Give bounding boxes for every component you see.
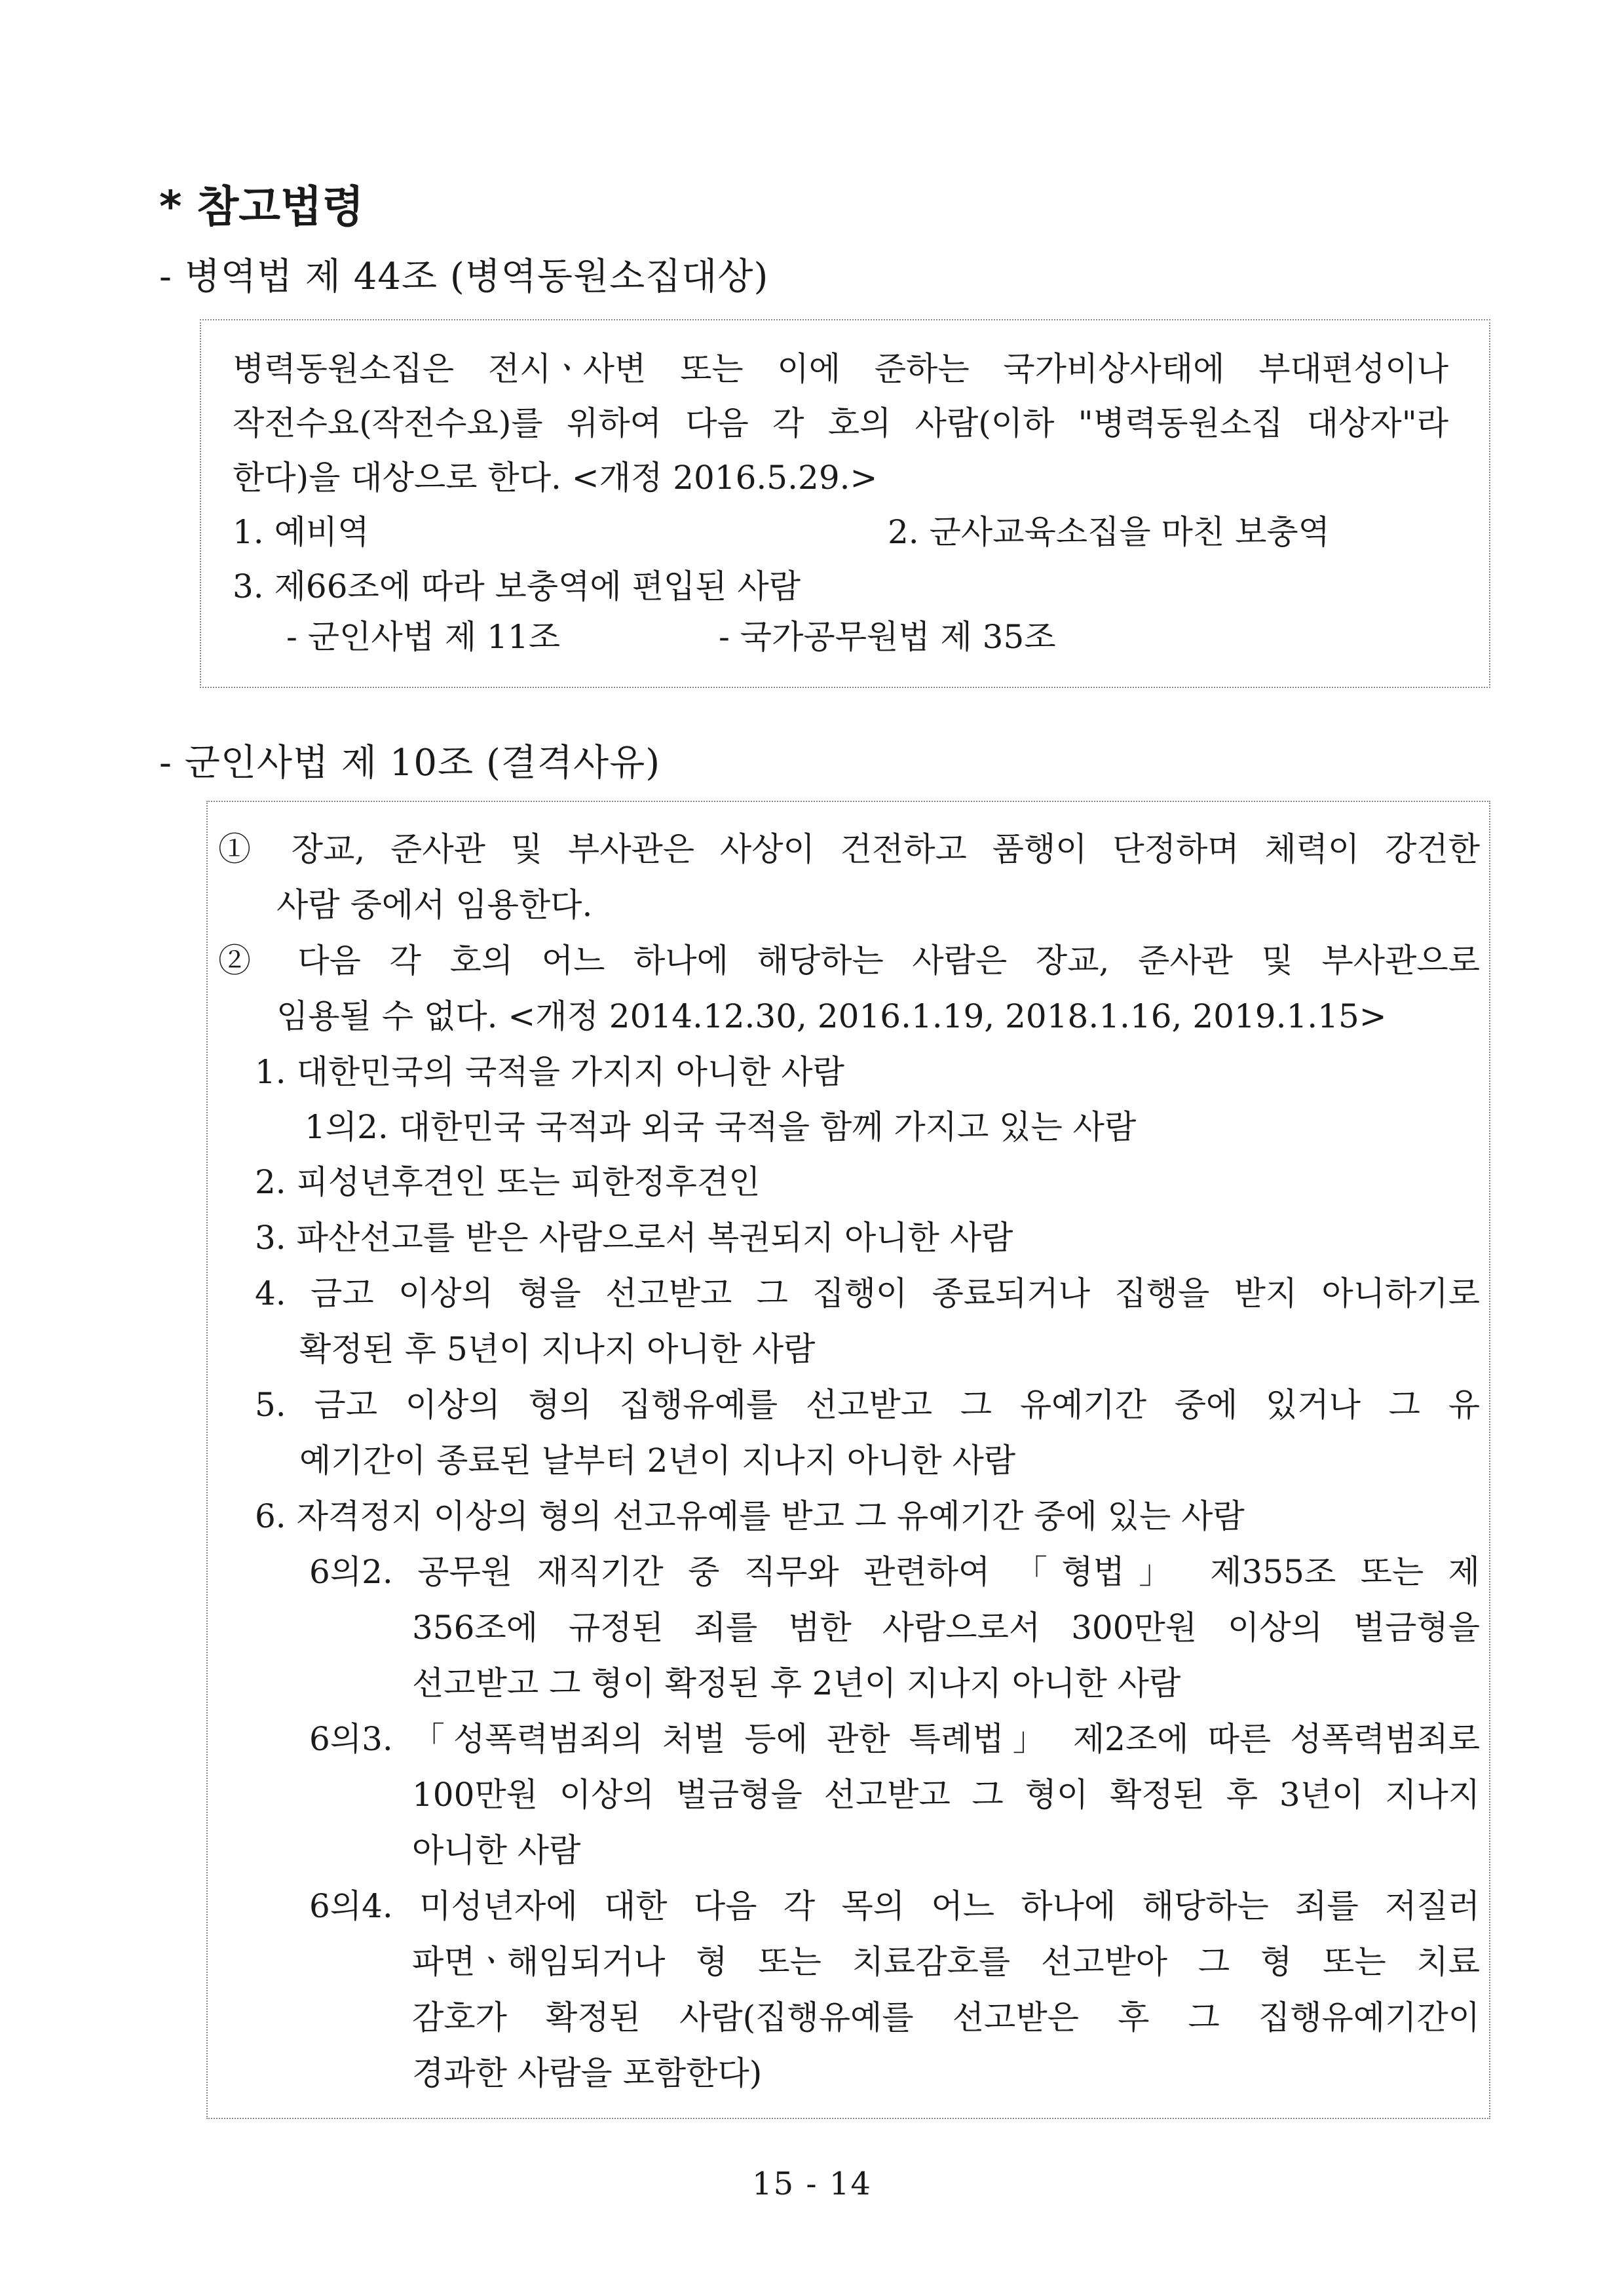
law-subitem-continued: 100만원 이상의 벌금형을 선고받고 그 형이 확정된 후 3년이 지나지 bbox=[412, 1776, 1480, 1814]
law-reference: - 국가공무원법 제 35조 bbox=[719, 618, 1056, 656]
page-heading: * 참고법령 bbox=[159, 182, 364, 232]
law-text-line: 임용될 수 없다. <개정 2014.12.30, 2016.1.19, 2018.1.16, 2019.1.15> bbox=[276, 997, 1387, 1035]
law-subitem-continued: 경과한 사람을 포함한다) bbox=[412, 2054, 763, 2092]
law-item: 6. 자격정지 이상의 형의 선고유예를 받고 그 유예기간 중에 있는 사람 bbox=[255, 1497, 1245, 1535]
law-item: 2. 피성년후견인 또는 피한정후견인 bbox=[255, 1163, 761, 1201]
law-subitem-continued: 감호가 확정된 사람(집행유예를 선고받은 후 그 집행유예기간이 bbox=[412, 1999, 1480, 2037]
law-item: 3. 제66조에 따라 보충역에 편입된 사람 bbox=[233, 567, 801, 605]
law-item: 1. 대한민국의 국적을 가지지 아니한 사람 bbox=[255, 1053, 844, 1091]
law-text-line: 한다)을 대상으로 한다. <개정 2016.5.29.> bbox=[233, 459, 878, 497]
law-item: 5. 금고 이상의 형의 집행유예를 선고받고 그 유예기간 중에 있거나 그 유 bbox=[255, 1386, 1480, 1424]
law-text-line: ① 장교, 준사관 및 부사관은 사상이 건전하고 품행이 단정하며 체력이 강건한 bbox=[218, 830, 1480, 868]
law-subitem: 6의2. 공무원 재직기간 중 직무와 관련하여 「형법」 제355조 또는 제 bbox=[309, 1553, 1480, 1591]
law-subitem: 6의3. 「성폭력범죄의 처벌 등에 관한 특례법」 제2조에 따른 성폭력범죄로 bbox=[309, 1720, 1480, 1758]
law-subitem-continued: 선고받고 그 형이 확정된 후 2년이 지나지 아니한 사람 bbox=[412, 1664, 1181, 1702]
law-item: 1의2. 대한민국 국적과 외국 국적을 함께 가지고 있는 사람 bbox=[305, 1108, 1137, 1146]
law-box-military-personnel-act bbox=[206, 801, 1490, 2119]
section-title-military-service-act: - 병역법 제 44조 (병역동원소집대상) bbox=[159, 256, 769, 298]
law-item: 4. 금고 이상의 형을 선고받고 그 집행이 종료되거나 집행을 받지 아니하기로 bbox=[255, 1274, 1480, 1312]
law-subitem-continued: 파면ㆍ해임되거나 형 또는 치료감호를 선고받아 그 형 또는 치료 bbox=[412, 1943, 1480, 1981]
section-title-military-personnel-act: - 군인사법 제 10조 (결격사유) bbox=[159, 742, 661, 784]
law-item: 2. 군사교육소집을 마친 보충역 bbox=[888, 513, 1330, 551]
page-number: 15 - 14 bbox=[752, 2166, 872, 2202]
law-box-military-service-act bbox=[200, 319, 1490, 688]
law-item: 1. 예비역 bbox=[233, 513, 369, 551]
law-subitem-continued: 아니한 사람 bbox=[412, 1831, 581, 1869]
law-item: 3. 파산선고를 받은 사람으로서 복권되지 아니한 사람 bbox=[255, 1219, 1013, 1257]
law-reference: - 군인사법 제 11조 bbox=[286, 618, 560, 656]
law-text-line: ② 다음 각 호의 어느 하나에 해당하는 사람은 장교, 준사관 및 부사관으로 bbox=[218, 942, 1480, 980]
law-item-continued: 예기간이 종료된 날부터 2년이 지나지 아니한 사람 bbox=[299, 1442, 1016, 1480]
law-text-line: 사람 중에서 임용한다. bbox=[276, 886, 593, 924]
law-subitem-continued: 356조에 규정된 죄를 범한 사람으로서 300만원 이상의 벌금형을 bbox=[412, 1609, 1480, 1647]
law-subitem: 6의4. 미성년자에 대한 다음 각 목의 어느 하나에 해당하는 죄를 저질러 bbox=[309, 1887, 1480, 1925]
law-item-continued: 확정된 후 5년이 지나지 아니한 사람 bbox=[299, 1330, 816, 1368]
law-text-line: 병력동원소집은 전시ㆍ사변 또는 이에 준하는 국가비상사태에 부대편성이나 bbox=[233, 350, 1448, 388]
law-text-line: 작전수요(작전수요)를 위하여 다음 각 호의 사람(이하 "병력동원소집 대상자"라 bbox=[233, 404, 1448, 442]
